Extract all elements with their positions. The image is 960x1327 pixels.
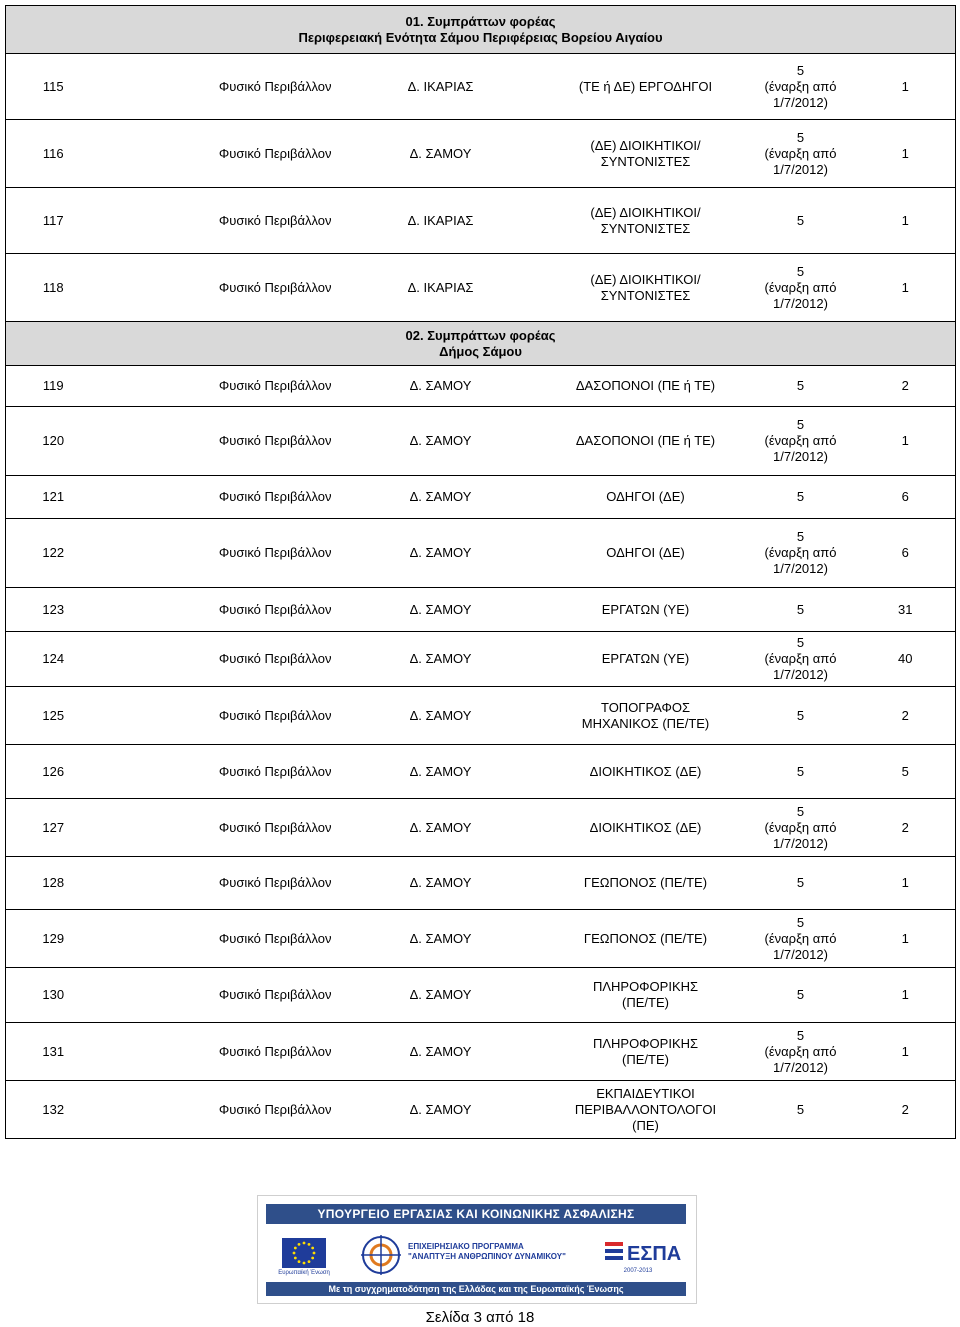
cell-positions-count — [856, 745, 956, 799]
eu-star — [313, 1252, 316, 1255]
section-subtitle: Δήμος Σάμου — [439, 343, 522, 359]
cell-row-id — [6, 120, 101, 188]
cell-row-id — [6, 799, 101, 857]
duration-months: 5 — [796, 707, 805, 723]
cell-positions-count — [856, 407, 956, 476]
job-category: ΠΛΗΡΟΦΟΡΙΚΗΣ (ΠΕ/ΤΕ) — [592, 979, 699, 1010]
table-row — [6, 519, 956, 588]
eu-star — [294, 1247, 297, 1250]
cell-specialty — [101, 476, 336, 519]
cell-specialty — [101, 910, 336, 968]
cell-duration-months — [746, 1023, 856, 1081]
table-row — [6, 1023, 956, 1081]
cell-municipality — [336, 1023, 546, 1081]
job-category: (ΔΕ) ΔΙΟΙΚΗΤΙΚΟΙ/ ΣΥΝΤΟΝΙΣΤΕΣ — [590, 137, 701, 169]
cell-specialty — [101, 745, 336, 799]
cell-positions-count — [856, 366, 956, 407]
specialty: Φυσικό Περιβάλλον — [218, 378, 332, 393]
specialty: Φυσικό Περιβάλλον — [218, 819, 332, 835]
specialty: Φυσικό Περιβάλλον — [218, 279, 332, 295]
specialty: Φυσικό Περιβάλλον — [218, 707, 332, 723]
job-category: ΓΕΩΠΟΝΟΣ (ΠΕ/ΤΕ) — [583, 875, 708, 890]
page-number: Σελίδα 3 από 18 — [425, 1309, 535, 1326]
row-id: 130 — [42, 987, 65, 1002]
table-row — [6, 799, 956, 857]
cell-specialty — [101, 254, 336, 322]
duration-months: 5 — [796, 601, 805, 617]
cell-specialty — [101, 1081, 336, 1139]
job-category: (ΔΕ) ΔΙΟΙΚΗΤΙΚΟΙ/ ΣΥΝΤΟΝΙΣΤΕΣ — [590, 204, 701, 236]
cofunding-statement: Με τη συγχρηματοδότηση της Ελλάδας και της Ευρωπαϊκής Ένωσης — [266, 1282, 686, 1296]
job-category: ΔΙΟΙΚΗΤΙΚΟΣ (ΔΕ) — [589, 763, 702, 779]
municipality: Δ. ΣΑΜΟΥ — [409, 707, 472, 723]
job-category: ΟΔΗΓΟΙ (ΔΕ) — [606, 489, 685, 504]
svg-text:ΕΣΠΑ: ΕΣΠΑ — [627, 1243, 682, 1265]
cell-job-category — [546, 910, 746, 968]
table-row — [6, 968, 956, 1023]
eu-star — [311, 1247, 314, 1250]
table-row — [6, 188, 956, 254]
specialty: Φυσικό Περιβάλλον — [218, 987, 332, 1002]
cell-specialty — [101, 188, 336, 254]
cell-positions-count — [856, 632, 956, 687]
cell-duration-months — [746, 519, 856, 588]
row-id: 124 — [42, 651, 65, 666]
cell-row-id — [6, 254, 101, 322]
section-header — [6, 6, 956, 54]
section-title-cell — [6, 6, 956, 54]
cell-row-id — [6, 687, 101, 745]
duration-months: 5 — [796, 1101, 805, 1117]
cell-row-id — [6, 1023, 101, 1081]
cell-job-category — [546, 120, 746, 188]
municipality: Δ. ΣΑΜΟΥ — [409, 1043, 472, 1059]
cell-row-id — [6, 968, 101, 1023]
eu-star — [308, 1243, 311, 1246]
cell-row-id — [6, 745, 101, 799]
row-id: 131 — [42, 1043, 65, 1059]
cell-job-category — [546, 476, 746, 519]
table-body — [6, 6, 956, 1139]
specialty: Φυσικό Περιβάλλον — [218, 212, 332, 228]
cell-row-id — [6, 407, 101, 476]
cell-job-category — [546, 588, 746, 632]
cell-municipality — [336, 120, 546, 188]
duration-months: 5 — [796, 489, 805, 504]
ministry-logo-strip — [257, 1195, 697, 1304]
specialty: Φυσικό Περιβάλλον — [218, 930, 332, 946]
table-row — [6, 120, 956, 188]
cell-duration-months — [746, 407, 856, 476]
positions-count: 1 — [901, 987, 909, 1002]
table-row — [6, 254, 956, 322]
job-category: ΔΑΣΟΠΟΝΟΙ (ΠΕ ή ΤΕ) — [575, 433, 716, 448]
specialty: Φυσικό Περιβάλλον — [218, 489, 332, 504]
cell-row-id — [6, 519, 101, 588]
cell-municipality — [336, 588, 546, 632]
section-title-cell — [6, 322, 956, 366]
positions-count: 1 — [901, 212, 909, 228]
cell-positions-count — [856, 857, 956, 910]
eu-star — [311, 1257, 314, 1260]
cell-job-category — [546, 366, 746, 407]
positions-count: 2 — [901, 819, 909, 835]
duration-months: 5 (έναρξη από 1/7/2012) — [764, 417, 837, 464]
eu-star — [308, 1260, 311, 1263]
job-category: ΕΡΓΑΤΩΝ (ΥΕ) — [601, 601, 690, 617]
cell-specialty — [101, 857, 336, 910]
cell-row-id — [6, 857, 101, 910]
cell-municipality — [336, 1081, 546, 1139]
duration-months: 5 (έναρξη από 1/7/2012) — [764, 529, 837, 576]
municipality: Δ. ΣΑΜΟΥ — [409, 601, 472, 617]
cell-job-category — [546, 632, 746, 687]
positions-count: 6 — [901, 545, 909, 560]
eu-star — [298, 1243, 301, 1246]
duration-months: 5 (έναρξη από 1/7/2012) — [764, 129, 837, 177]
cell-job-category — [546, 799, 746, 857]
cell-specialty — [101, 632, 336, 687]
job-category: ΕΡΓΑΤΩΝ (ΥΕ) — [601, 651, 690, 666]
specialty: Φυσικό Περιβάλλον — [218, 1043, 332, 1059]
positions-count: 31 — [898, 601, 913, 617]
table-row — [6, 910, 956, 968]
municipality: Δ. ΣΑΜΟΥ — [409, 763, 472, 779]
positions-count: 1 — [901, 1043, 909, 1059]
job-category: ΔΑΣΟΠΟΝΟΙ (ΠΕ ή ΤΕ) — [575, 378, 716, 393]
table-row — [6, 407, 956, 476]
cell-duration-months — [746, 120, 856, 188]
section-title: 01. Συμπράττων φορέας — [405, 13, 556, 29]
cell-specialty — [101, 407, 336, 476]
cell-row-id — [6, 188, 101, 254]
positions-table — [5, 5, 956, 1139]
positions-count: 2 — [901, 1101, 909, 1117]
specialty: Φυσικό Περιβάλλον — [218, 545, 332, 560]
cell-positions-count — [856, 54, 956, 120]
cell-municipality — [336, 799, 546, 857]
row-id: 129 — [42, 930, 65, 946]
specialty: Φυσικό Περιβάλλον — [218, 433, 332, 448]
cell-specialty — [101, 588, 336, 632]
cell-municipality — [336, 968, 546, 1023]
cell-job-category — [546, 188, 746, 254]
table-row — [6, 632, 956, 687]
cell-duration-months — [746, 54, 856, 120]
duration-months: 5 (έναρξη από 1/7/2012) — [764, 803, 837, 851]
specialty: Φυσικό Περιβάλλον — [218, 763, 332, 779]
cell-duration-months — [746, 910, 856, 968]
positions-count: 1 — [901, 78, 909, 94]
specialty: Φυσικό Περιβάλλον — [218, 875, 332, 890]
municipality: Δ. ΙΚΑΡΙΑΣ — [407, 78, 474, 94]
table-row — [6, 687, 956, 745]
cell-row-id — [6, 1081, 101, 1139]
cell-job-category — [546, 407, 746, 476]
row-id: 127 — [42, 819, 65, 835]
program-emblem-icon — [358, 1232, 404, 1278]
municipality: Δ. ΣΑΜΟΥ — [409, 489, 472, 504]
cell-municipality — [336, 910, 546, 968]
table-row — [6, 745, 956, 799]
cell-positions-count — [856, 519, 956, 588]
cell-specialty — [101, 366, 336, 407]
job-category: ΤΟΠΟΓΡΑΦΟΣ ΜΗΧΑΝΙΚΟΣ (ΠΕ/ΤΕ) — [581, 699, 710, 731]
cell-duration-months — [746, 745, 856, 799]
cell-duration-months — [746, 588, 856, 632]
municipality: Δ. ΣΑΜΟΥ — [409, 433, 472, 448]
positions-count: 1 — [901, 875, 909, 890]
cell-municipality — [336, 632, 546, 687]
cell-positions-count — [856, 476, 956, 519]
duration-months: 5 (έναρξη από 1/7/2012) — [764, 635, 837, 682]
cell-positions-count — [856, 188, 956, 254]
cell-row-id — [6, 366, 101, 407]
municipality: Δ. ΣΑΜΟΥ — [409, 651, 472, 666]
cell-municipality — [336, 366, 546, 407]
cell-duration-months — [746, 254, 856, 322]
cell-job-category — [546, 519, 746, 588]
cell-job-category — [546, 254, 746, 322]
cell-positions-count — [856, 910, 956, 968]
section-subtitle: Περιφερειακή Ενότητα Σάμου Περιφέρειας Βορείου Αιγαίου — [298, 29, 663, 45]
positions-count: 5 — [901, 763, 909, 779]
cell-positions-count — [856, 799, 956, 857]
cell-row-id — [6, 910, 101, 968]
positions-count: 40 — [898, 651, 913, 666]
duration-months: 5 — [796, 875, 805, 890]
cell-row-id — [6, 588, 101, 632]
municipality: Δ. ΣΑΜΟΥ — [409, 145, 472, 161]
specialty: Φυσικό Περιβάλλον — [218, 145, 332, 161]
row-id: 126 — [42, 763, 65, 779]
cell-positions-count — [856, 687, 956, 745]
row-id: 132 — [42, 1101, 65, 1117]
cell-municipality — [336, 188, 546, 254]
cell-municipality — [336, 687, 546, 745]
duration-months: 5 — [796, 763, 805, 779]
program-title: ΕΠΙΧΕΙΡΗΣΙΑΚΟ ΠΡΟΓΡΑΜΜΑ "ΑΝΑΠΤΥΞΗ ΑΝΘΡΩΠΙΝΟΥ ΔΥΝΑΜΙΚΟΥ" — [408, 1242, 566, 1261]
table-row — [6, 476, 956, 519]
cell-job-category — [546, 745, 746, 799]
cell-duration-months — [746, 968, 856, 1023]
table-row — [6, 1081, 956, 1139]
table-row — [6, 588, 956, 632]
duration-months: 5 (έναρξη από 1/7/2012) — [764, 1027, 837, 1075]
municipality: Δ. ΣΑΜΟΥ — [409, 378, 472, 393]
specialty: Φυσικό Περιβάλλον — [218, 78, 332, 94]
eu-star — [294, 1257, 297, 1260]
cell-job-category — [546, 1023, 746, 1081]
job-category: (ΔΕ) ΔΙΟΙΚΗΤΙΚΟΙ/ ΣΥΝΤΟΝΙΣΤΕΣ — [590, 271, 701, 303]
duration-months: 5 — [796, 378, 805, 393]
row-id: 118 — [42, 279, 64, 295]
cell-positions-count — [856, 968, 956, 1023]
cell-duration-months — [746, 188, 856, 254]
positions-count: 1 — [901, 433, 909, 448]
cell-duration-months — [746, 632, 856, 687]
cell-municipality — [336, 519, 546, 588]
cell-duration-months — [746, 1081, 856, 1139]
cell-row-id — [6, 632, 101, 687]
cell-duration-months — [746, 366, 856, 407]
row-id: 125 — [42, 707, 65, 723]
row-id: 122 — [42, 545, 65, 560]
duration-months: 5 — [796, 212, 805, 228]
table-row — [6, 857, 956, 910]
municipality: Δ. ΣΑΜΟΥ — [409, 1101, 472, 1117]
eu-star — [298, 1260, 301, 1263]
cell-duration-months — [746, 476, 856, 519]
row-id: 116 — [42, 145, 64, 161]
cell-duration-months — [746, 687, 856, 745]
cell-duration-months — [746, 857, 856, 910]
job-category: ΟΔΗΓΟΙ (ΔΕ) — [606, 545, 685, 560]
cell-duration-months — [746, 799, 856, 857]
cell-specialty — [101, 120, 336, 188]
cell-positions-count — [856, 588, 956, 632]
job-category: (ΤΕ ή ΔΕ) ΕΡΓΟΔΗΓΟΙ — [578, 78, 713, 94]
positions-count: 1 — [901, 145, 909, 161]
municipality: Δ. ΙΚΑΡΙΑΣ — [407, 279, 474, 295]
espa-logo — [603, 1236, 683, 1266]
duration-months: 5 — [796, 987, 805, 1002]
positions-count: 2 — [901, 378, 909, 393]
cell-specialty — [101, 1023, 336, 1081]
row-id: 120 — [42, 433, 65, 448]
specialty: Φυσικό Περιβάλλον — [218, 1101, 332, 1117]
cell-positions-count — [856, 120, 956, 188]
cell-positions-count — [856, 254, 956, 322]
cell-positions-count — [856, 1023, 956, 1081]
municipality: Δ. ΣΑΜΟΥ — [409, 987, 472, 1002]
row-id: 123 — [42, 601, 65, 617]
cell-specialty — [101, 799, 336, 857]
cell-row-id — [6, 476, 101, 519]
positions-count: 1 — [901, 930, 909, 946]
cell-municipality — [336, 254, 546, 322]
positions-count: 2 — [901, 707, 909, 723]
job-category: ΓΕΩΠΟΝΟΣ (ΠΕ/ΤΕ) — [583, 930, 708, 946]
eu-star — [293, 1252, 296, 1255]
cell-municipality — [336, 857, 546, 910]
cell-job-category — [546, 687, 746, 745]
eu-stars — [293, 1242, 316, 1265]
eu-label: Ευρωπαϊκή Ένωση — [278, 1270, 330, 1276]
table-row — [6, 366, 956, 407]
eu-star — [303, 1262, 306, 1265]
row-id: 119 — [42, 378, 64, 393]
duration-months: 5 (έναρξη από 1/7/2012) — [764, 914, 837, 962]
job-category: ΕΚΠΑΙΔΕΥΤΙΚΟΙ ΠΕΡΙΒΑΛΛΟΝΤΟΛΟΓΟΙ (ΠΕ) — [574, 1085, 717, 1133]
positions-count: 6 — [901, 489, 909, 504]
eu-star — [303, 1242, 306, 1245]
cell-specialty — [101, 54, 336, 120]
ministry-banner: ΥΠΟΥΡΓΕΙΟ ΕΡΓΑΣΙΑΣ ΚΑΙ ΚΟΙΝΩΝΙΚΗΣ ΑΣΦΑΛΙΣΗΣ — [266, 1204, 686, 1224]
section-title: 02. Συμπράττων φορέας — [405, 327, 556, 343]
row-id: 121 — [42, 489, 65, 504]
espa-period: 2007-2013 — [623, 1268, 653, 1274]
row-id: 117 — [42, 212, 64, 228]
cell-municipality — [336, 476, 546, 519]
job-category: ΠΛΗΡΟΦΟΡΙΚΗΣ (ΠΕ/ΤΕ) — [592, 1035, 699, 1067]
section-header — [6, 322, 956, 366]
row-id: 115 — [42, 78, 64, 94]
eu-flag-icon — [282, 1238, 326, 1268]
duration-months: 5 (έναρξη από 1/7/2012) — [764, 263, 837, 311]
cell-job-category — [546, 1081, 746, 1139]
cell-job-category — [546, 857, 746, 910]
cell-job-category — [546, 968, 746, 1023]
positions-count: 1 — [901, 279, 909, 295]
duration-months: 5 (έναρξη από 1/7/2012) — [764, 62, 837, 110]
cell-municipality — [336, 745, 546, 799]
cell-municipality — [336, 407, 546, 476]
cell-row-id — [6, 54, 101, 120]
municipality: Δ. ΣΑΜΟΥ — [409, 545, 472, 560]
specialty: Φυσικό Περιβάλλον — [218, 651, 332, 666]
specialty: Φυσικό Περιβάλλον — [218, 601, 332, 617]
cell-specialty — [101, 519, 336, 588]
cell-municipality — [336, 54, 546, 120]
cell-specialty — [101, 687, 336, 745]
municipality: Δ. ΣΑΜΟΥ — [409, 930, 472, 946]
job-category: ΔΙΟΙΚΗΤΙΚΟΣ (ΔΕ) — [589, 819, 702, 835]
cell-positions-count — [856, 1081, 956, 1139]
row-id: 128 — [42, 875, 65, 890]
table-row — [6, 54, 956, 120]
cell-specialty — [101, 968, 336, 1023]
municipality: Δ. ΣΑΜΟΥ — [409, 875, 472, 890]
municipality: Δ. ΙΚΑΡΙΑΣ — [407, 212, 474, 228]
cell-job-category — [546, 54, 746, 120]
municipality: Δ. ΣΑΜΟΥ — [409, 819, 472, 835]
